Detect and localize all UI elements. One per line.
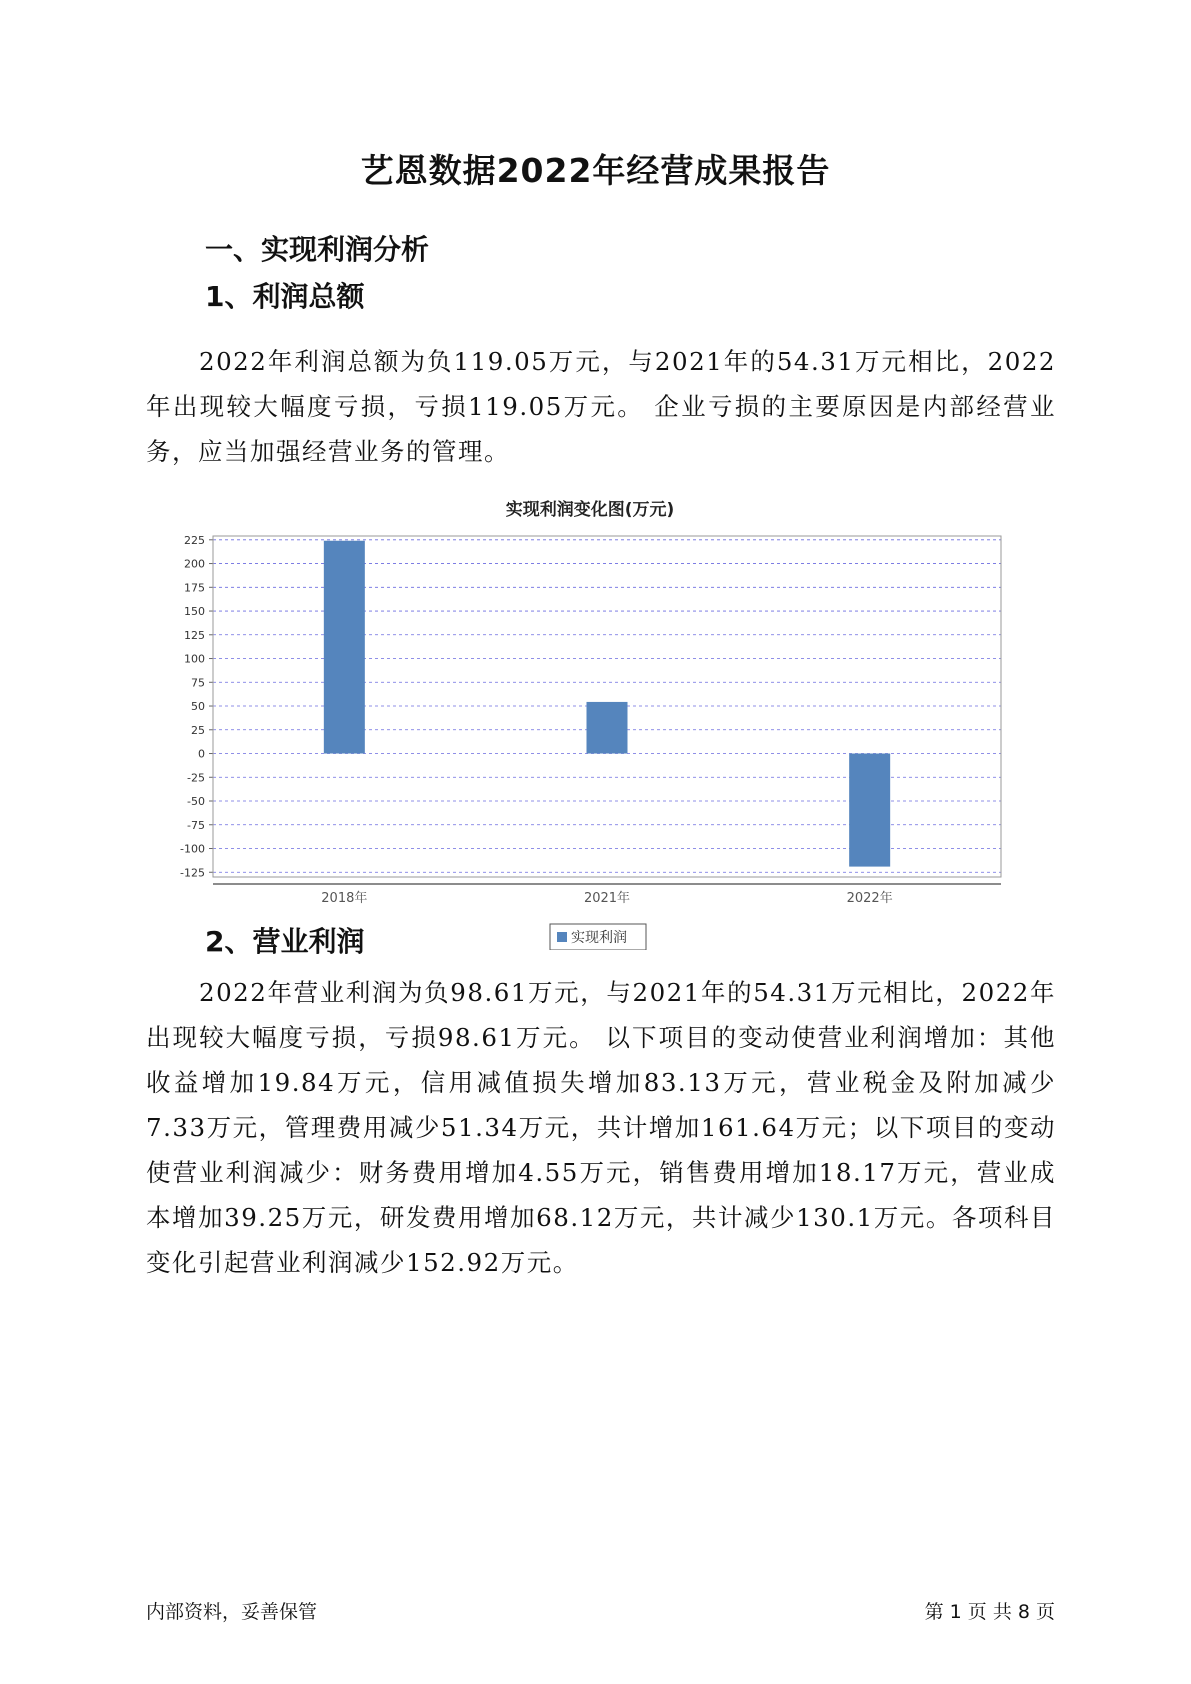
- operating-profit-paragraph: 2022年营业利润为负98.61万元，与2021年的54.31万元相比，2022年出现较大幅度亏损，亏损98.61万元。 以下项目的变动使营业利润增加：其他收益增加19.84万元，信用减值损失增加83.13万元，营业税金及附加减少7.33万元，管理费用减少51.34万元，共计增加161.64万元；以下项目的变动使营业利润减少：财务费用增加4.55万元，销售费用增加18.17万元，营业成本增加39.25万元，研发费用增加68.12万元，共计减少130.1万元。各项科目变化引起营业利润减少152.92万元。: [146, 978, 1056, 1277]
- bar-2021年: [587, 702, 628, 754]
- subsection-heading-profit-total: 1、利润总额: [205, 280, 365, 313]
- chart-bars: [324, 541, 890, 867]
- legend-swatch: [557, 932, 567, 942]
- y-tick-label: 225: [184, 533, 205, 547]
- y-tick-label: 200: [184, 557, 205, 571]
- y-tick-label: 0: [198, 747, 205, 761]
- subsection-heading-operating-profit: 2、营业利润: [205, 925, 365, 958]
- y-tick-label: -100: [180, 842, 205, 856]
- y-tick-label: 125: [184, 628, 205, 642]
- footer-page-number: 第 1 页 共 8 页: [924, 1601, 1055, 1623]
- y-tick-label: -25: [187, 771, 205, 785]
- x-axis-labels: [321, 890, 892, 906]
- chart-legend: [550, 924, 646, 950]
- y-axis-ticks: [180, 534, 213, 879]
- x-tick-label: 2018年: [321, 891, 368, 906]
- report-title: 艺恩数据2022年经营成果报告: [360, 151, 831, 190]
- y-tick-label: -75: [187, 818, 205, 832]
- bar-2018年: [324, 541, 365, 754]
- section-heading: 一、实现利润分析: [205, 233, 430, 266]
- legend-label: 实现利润: [571, 930, 627, 946]
- x-tick-label: 2021年: [583, 891, 631, 906]
- chart-title: 实现利润变化图(万元): [505, 500, 675, 520]
- y-tick-label: 100: [184, 652, 205, 666]
- y-tick-label: 75: [191, 676, 205, 690]
- y-tick-label: 50: [191, 700, 205, 714]
- profit-chart: [160, 495, 1020, 950]
- profit-total-paragraph: 2022年利润总额为负119.05万元，与2021年的54.31万元相比，2022年出现较大幅度亏损，亏损119.05万元。 企业亏损的主要原因是内部经营业务，应当加强经营业务的管理。: [146, 347, 1056, 466]
- y-tick-label: 150: [184, 605, 205, 619]
- footer-confidential: 内部资料，妥善保管: [146, 1601, 318, 1623]
- bar-2022年: [849, 754, 890, 867]
- y-tick-label: -50: [187, 795, 205, 809]
- y-tick-label: 25: [191, 723, 205, 737]
- x-tick-label: 2022年: [846, 891, 893, 906]
- y-tick-label: -125: [180, 866, 205, 880]
- y-tick-label: 175: [184, 581, 205, 595]
